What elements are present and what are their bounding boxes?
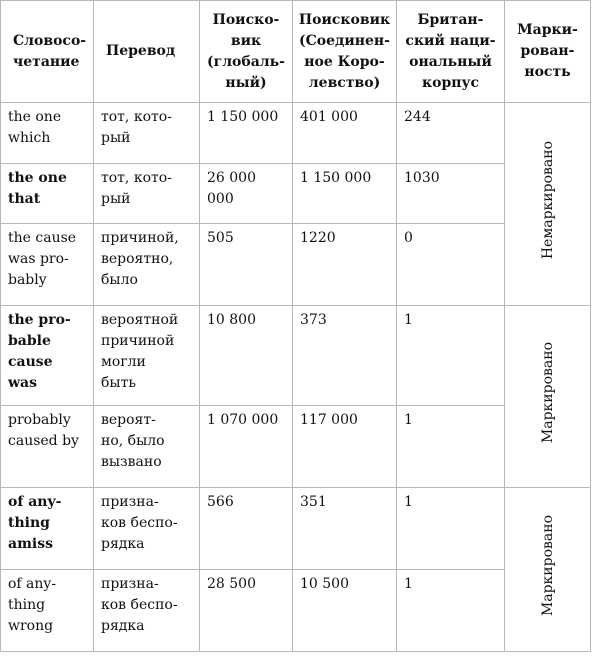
translation-cell: тот, кото- рый (94, 103, 200, 164)
global-count-cell: 28 500 (200, 570, 293, 652)
phrase-cell: of any- thing wrong (1, 570, 94, 652)
phrase-cell: of any- thing amiss (1, 488, 94, 570)
uk-count-cell: 401 000 (293, 103, 397, 164)
marking-cell (505, 103, 591, 306)
uk-count-cell: 1220 (293, 224, 397, 306)
bnc-count-cell: 1 (397, 488, 505, 570)
global-count-cell: 10 800 (200, 306, 293, 406)
uk-count-cell: 351 (293, 488, 397, 570)
uk-count-cell: 10 500 (293, 570, 397, 652)
bnc-count-cell: 1 (397, 406, 505, 488)
table-row (1, 306, 591, 406)
table-row (1, 406, 591, 488)
global-count-cell: 1 070 000 (200, 406, 293, 488)
header-engine-global: Поиско- вик (глобаль- ный) (200, 1, 293, 103)
global-count-cell: 1 150 000 (200, 103, 293, 164)
table-row (1, 488, 591, 570)
header-engine-uk: Поисковик (Соединен- ное Коро- левство) (293, 1, 397, 103)
global-count-cell: 566 (200, 488, 293, 570)
marking-cell (505, 488, 591, 652)
header-translation: Перевод (94, 1, 200, 103)
phrase-cell: the one which (1, 103, 94, 164)
translation-cell: вероят- но, было вызвано (94, 406, 200, 488)
table-row (1, 570, 591, 652)
bnc-count-cell: 1 (397, 306, 505, 406)
bnc-count-cell: 1030 (397, 164, 505, 224)
marking-label: Маркировано (539, 342, 556, 444)
phrase-cell: probably caused by (1, 406, 94, 488)
header-bnc: Британ- ский наци- ональный корпус (397, 1, 505, 103)
marking-cell (505, 306, 591, 488)
global-count-cell: 26 000 000 (200, 164, 293, 224)
phrase-cell: the cause was pro- bably (1, 224, 94, 306)
bnc-count-cell: 244 (397, 103, 505, 164)
uk-count-cell: 1 150 000 (293, 164, 397, 224)
translation-cell: призна- ков беспо- рядка (94, 488, 200, 570)
header-marking: Марки- рован- ность (505, 1, 591, 103)
bnc-count-cell: 1 (397, 570, 505, 652)
phrase-cell: the one that (1, 164, 94, 224)
header-phrase: Словосо- четание (1, 1, 94, 103)
translation-cell: тот, кото- рый (94, 164, 200, 224)
uk-count-cell: 373 (293, 306, 397, 406)
marking-label: Немаркировано (539, 141, 556, 260)
bnc-count-cell: 0 (397, 224, 505, 306)
translation-cell: вероятной причиной могли быть (94, 306, 200, 406)
header-row (1, 1, 591, 103)
global-count-cell: 505 (200, 224, 293, 306)
table-row (1, 103, 591, 164)
table-row (1, 164, 591, 224)
translation-cell: причиной, вероятно, было (94, 224, 200, 306)
uk-count-cell: 117 000 (293, 406, 397, 488)
phrase-cell: the pro- bable cause was (1, 306, 94, 406)
table-row (1, 224, 591, 306)
marking-label: Маркировано (539, 515, 556, 617)
translation-cell: призна- ков беспо- рядка (94, 570, 200, 652)
